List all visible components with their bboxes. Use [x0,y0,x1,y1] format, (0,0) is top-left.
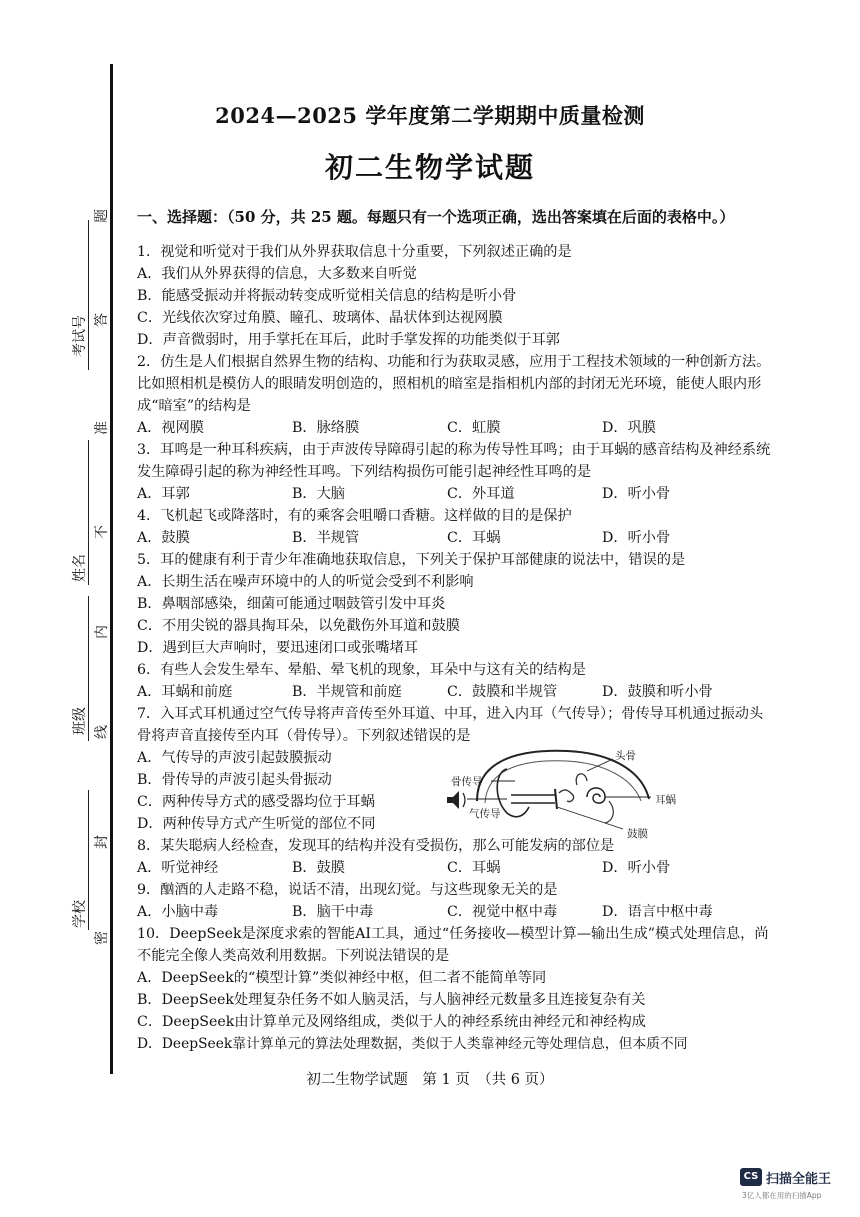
exam-number-label: 考试号 [72,315,88,357]
exam-number-underline [88,220,89,370]
scanner-logo-icon: CS [740,1168,762,1186]
q4-option-a: A．鼓膜 [137,530,190,546]
seal-char-nei: 内 [94,625,110,639]
q7-option-d: D．两种传导方式产生听觉的部位不同 [137,816,376,832]
q6-option-c: C．鼓膜和半规管 [447,684,558,700]
q4-option-c: C．耳蜗 [447,530,501,546]
seal-char-zhun: 准 [94,421,110,435]
q10-option-c: C．DeepSeek由计算单元及网络组成，类似于人的神经系统由神经元和神经构成 [137,1014,646,1030]
name-underline [88,440,89,585]
school-underline [88,790,89,930]
scanner-app-name: 扫描全能王 [766,1172,832,1187]
q8-option-c: C．耳蜗 [447,860,501,876]
page-footer: 初二生物学试题 第 1 页 （共 6 页） [306,1072,554,1088]
q2-options [137,417,777,439]
q10-stem: 10．DeepSeek是深度求索的智能AI工具，通过“任务接收—模型计算—输出生成”模式处理信息，尚不能完全像人类高效利用数据。下列说法错误的是 [137,926,769,964]
exam-subtitle: 初二生物学试题 [324,151,535,184]
q7-stem: 7．入耳式耳机通过空气传导将声音传至外耳道、中耳，进入内耳（气传导）；骨传导耳机通过振动头骨将声音直接传至内耳（骨传导）。下列叙述错误的是 [137,706,764,744]
scanner-tagline: 3亿人都在用的扫描App [742,1191,822,1200]
q5-option-d: D．遇到巨大声响时，要迅速闭口或张嘴堵耳 [137,640,418,656]
seal-char-feng: 封 [94,835,110,849]
ear-label-skull: 头骨 [615,750,636,762]
q6-options [137,681,777,703]
q1-option-a: A．我们从外界获得的信息，大多数来自听觉 [137,266,417,282]
q9-option-a: A．小脑中毒 [137,904,219,920]
q4-option-b: B．半规管 [292,530,360,546]
q5-stem: 5．耳的健康有利于青少年准确地获取信息，下列关于保护耳部健康的说法中，错误的是 [137,552,686,568]
seal-char-da: 答 [94,313,110,327]
scanner-watermark [738,1166,858,1206]
q1-option-d: D．声音微弱时，用手掌托在耳后，此时手掌发挥的功能类似于耳郭 [137,332,560,348]
seal-char-ti: 题 [94,209,110,223]
q9-option-b: B．脑干中毒 [292,904,374,920]
q1-option-c: C．光线依次穿过角膜、瞳孔、玻璃体、晶状体到达视网膜 [137,310,503,326]
seal-char-xian: 线 [94,725,110,739]
q8-option-b: B．鼓膜 [292,860,345,876]
q10-option-a: A．DeepSeek的“模型计算”类似神经中枢，但二者不能简单等同 [137,970,547,986]
q8-option-d: D．听小骨 [602,860,671,876]
ear-diagram [437,741,737,840]
q5-option-a: A．长期生活在噪声环境中的人的听觉会受到不利影响 [137,574,474,590]
q7-option-b: B．骨传导的声波引起头骨振动 [137,772,332,788]
seal-char-mi: 密 [94,931,110,945]
q3-option-a: A．耳郭 [137,486,190,502]
q2-option-b: B．脉络膜 [292,420,360,436]
q9-option-c: C．视觉中枢中毒 [447,904,558,920]
q4-stem: 4．飞机起飞或降落时，有的乘客会咀嚼口香糖。这样做的目的是保护 [137,508,572,524]
q1-stem: 1．视觉和听觉对于我们从外界获取信息十分重要，下列叙述正确的是 [137,244,572,260]
ear-label-bone-conduction: 骨传导 [451,776,483,788]
ear-label-air-conduction: 气传导 [469,808,501,820]
q9-stem: 9．酗酒的人走路不稳，说话不清，出现幻觉。与这些现象无关的是 [137,882,558,898]
q6-option-b: B．半规管和前庭 [292,684,402,700]
q7-option-c: C．两种传导方式的感受器均位于耳蜗 [137,794,375,810]
q3-options [137,483,777,505]
ear-label-cochlea: 耳蜗 [655,794,676,806]
q7-option-a: A．气传导的声波引起鼓膜振动 [137,750,332,766]
q8-stem: 8．某失聪病人经检查，发现耳的结构并没有受损伤，那么可能发病的部位是 [137,838,615,854]
ear-label-eardrum: 鼓膜 [627,828,648,840]
seal-char-bu: 不 [94,525,110,539]
section-heading: 一、选择题：（50 分，共 25 题。每题只有一个选项正确，选出答案填在后面的表格中。） [137,208,735,226]
q5-option-c: C．不用尖锐的器具掏耳朵，以免戳伤外耳道和鼓膜 [137,618,460,634]
exam-title: 2024—2025 学年度第二学期期中质量检测 [215,103,645,128]
q4-option-d: D．听小骨 [602,530,671,546]
q8-options [137,857,777,879]
q5-option-b: B．鼻咽部感染，细菌可能通过咽鼓管引发中耳炎 [137,596,446,612]
q8-option-a: A．听觉神经 [137,860,219,876]
q3-option-c: C．外耳道 [447,486,515,502]
class-label: 班级 [72,707,88,735]
q10-option-b: B．DeepSeek处理复杂任务不如人脑灵活，与人脑神经元数量多且连接复杂有关 [137,992,646,1008]
q6-option-d: D．鼓膜和听小骨 [602,684,713,700]
q2-stem: 2．仿生是人们根据自然界生物的结构、功能和行为获取灵感，应用于工程技术领域的一种创新方法。比如照相机是模仿人的眼睛发明创造的，照相机的暗室是指相机内部的封闭无光环境，能使人眼内形成“暗室”的结构是 [137,354,771,414]
q3-stem: 3．耳鸣是一种耳科疾病，由于声波传导障碍引起的称为传导性耳鸣；由于耳蜗的感音结构及神经系统发生障碍引起的称为神经性耳鸣。下列结构损伤可能引起神经性耳鸣的是 [137,442,771,480]
q2-option-c: C．虹膜 [447,420,501,436]
question-list [137,241,777,1055]
q7-block [137,747,777,840]
q3-option-b: B．大脑 [292,486,345,502]
q6-stem: 6．有些人会发生晕车、晕船、晕飞机的现象，耳朵中与这有关的结构是 [137,662,586,678]
q1-option-b: B．能感受振动并将振动转变成听觉相关信息的结构是听小骨 [137,288,517,304]
q3-option-d: D．听小骨 [602,486,671,502]
q2-option-a: A．视网膜 [137,420,204,436]
q2-option-d: D．巩膜 [602,420,656,436]
q9-option-d: D．语言中枢中毒 [602,904,713,920]
school-label: 学校 [72,900,88,928]
q4-options [137,527,777,549]
q6-option-a: A．耳蜗和前庭 [137,684,233,700]
q10-option-d: D．DeepSeek靠计算单元的算法处理数据，类似于人类靠神经元等处理信息，但本质不同 [137,1036,688,1052]
q9-options [137,901,777,923]
class-underline [88,596,89,741]
name-label: 姓名 [72,554,88,582]
